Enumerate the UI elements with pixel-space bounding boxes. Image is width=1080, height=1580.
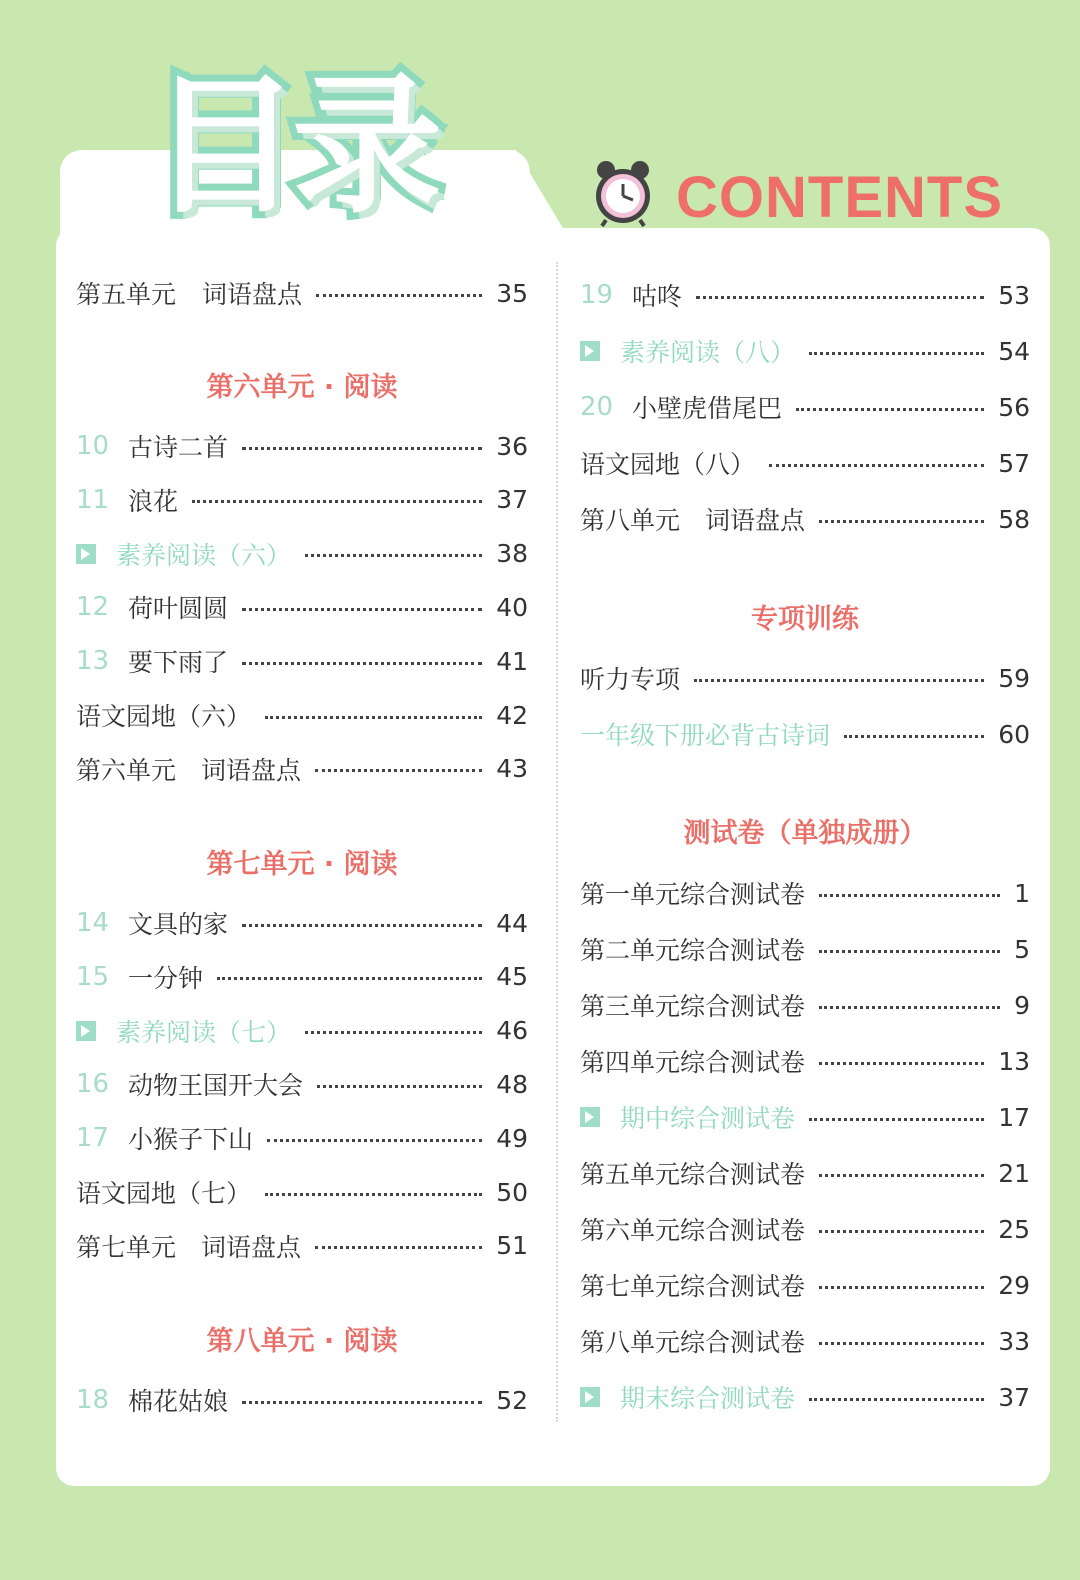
toc-entry[interactable]	[76, 695, 528, 735]
dot-leader	[305, 554, 482, 557]
entry-title: 文具的家	[128, 910, 229, 939]
entry-title: 一分钟	[128, 963, 204, 993]
entry-title: 素养阅读（七）	[116, 1017, 292, 1047]
toc-entry[interactable]	[580, 443, 1030, 483]
lesson-number: 20	[580, 392, 614, 422]
dot-leader	[819, 1230, 984, 1233]
entry-title: 小壁虎借尾巴	[632, 394, 783, 423]
alarm-clock-icon	[588, 158, 658, 228]
toc-entry[interactable]	[580, 1209, 1030, 1249]
dot-leader	[242, 447, 482, 450]
toc-entry[interactable]	[580, 1153, 1030, 1193]
page-number: 58	[998, 504, 1030, 534]
dot-leader	[267, 1139, 482, 1142]
arrow-right-icon	[580, 1387, 600, 1407]
page-number: 17	[998, 1102, 1030, 1132]
toc-entry[interactable]	[580, 1097, 1030, 1137]
lesson-number: 16	[76, 1069, 110, 1100]
page-number: 38	[496, 539, 528, 569]
dot-leader	[809, 1398, 984, 1401]
section-heading: 专项训练	[751, 604, 859, 635]
entry-title: 荷叶圆圆	[128, 594, 229, 624]
dot-leader	[242, 1401, 482, 1404]
toc-entry[interactable]	[580, 1377, 1030, 1417]
entry-title: 第四单元综合测试卷	[580, 1048, 806, 1077]
page-number: 45	[496, 962, 528, 992]
entry-title: 要下雨了	[128, 648, 229, 678]
entry-title: 语文园地（七）	[76, 1179, 252, 1208]
dot-leader	[315, 769, 482, 772]
toc-entry[interactable]	[76, 1380, 528, 1420]
lesson-number: 14	[76, 908, 110, 938]
page-number: 21	[998, 1158, 1030, 1188]
toc-entry[interactable]	[580, 985, 1030, 1025]
dot-leader	[317, 1085, 482, 1088]
dot-leader	[316, 294, 482, 297]
page-number: 1	[1014, 878, 1030, 908]
toc-entry[interactable]	[76, 1064, 528, 1104]
section-heading: 第七单元 · 阅读	[206, 849, 398, 880]
page-title: 目录	[150, 60, 435, 234]
toc-entry[interactable]	[76, 957, 528, 997]
toc-entry[interactable]	[580, 1321, 1030, 1361]
page-number: 50	[496, 1177, 528, 1207]
page-number: 57	[998, 448, 1030, 478]
toc-entry[interactable]	[580, 1265, 1030, 1305]
toc-entry[interactable]	[76, 273, 528, 313]
dot-leader	[809, 352, 984, 355]
dot-leader	[819, 1342, 984, 1345]
toc-entry[interactable]	[580, 275, 1030, 315]
entry-title: 浪花	[128, 486, 179, 516]
toc-entry[interactable]	[76, 480, 528, 520]
entry-title: 第八单元 词语盘点	[580, 506, 806, 535]
page-number: 54	[998, 336, 1030, 366]
lesson-number: 13	[76, 646, 110, 677]
page-number: 51	[496, 1231, 528, 1261]
toc-entry[interactable]	[76, 534, 528, 574]
entry-title: 语文园地（六）	[76, 702, 252, 731]
page-number: 5	[1014, 934, 1030, 964]
dot-leader	[819, 894, 1000, 897]
entry-title: 第三单元综合测试卷	[580, 992, 806, 1021]
entry-title: 一年级下册必背古诗词	[580, 721, 831, 750]
page-number: 52	[496, 1385, 528, 1415]
dot-leader	[694, 679, 984, 682]
page-number: 25	[998, 1214, 1030, 1244]
entry-title: 小猴子下山	[128, 1125, 254, 1155]
unit-label: 第五单元	[76, 280, 177, 309]
page-number: 9	[1014, 990, 1030, 1020]
entry-title: 棉花姑娘	[128, 1387, 229, 1416]
page-number: 42	[496, 700, 528, 730]
section-heading: 测试卷（单独成册）	[683, 818, 927, 849]
entry-title: 语文园地（八）	[580, 450, 756, 479]
entry-title: 第一单元综合测试卷	[580, 880, 806, 909]
dot-leader	[819, 1286, 984, 1289]
dot-leader	[819, 520, 984, 523]
toc-entry[interactable]	[76, 1226, 528, 1266]
toc-entry[interactable]	[76, 903, 528, 943]
entry-title: 第六单元综合测试卷	[580, 1216, 806, 1245]
page-number: 60	[998, 719, 1030, 749]
entry-title: 词语盘点	[202, 280, 303, 309]
toc-entry[interactable]	[76, 749, 528, 789]
page-number: 44	[496, 908, 528, 938]
toc-entry[interactable]	[76, 587, 528, 627]
section-heading: 第八单元 · 阅读	[206, 1326, 398, 1357]
toc-entry[interactable]	[580, 929, 1030, 969]
entry-title: 第七单元综合测试卷	[580, 1272, 806, 1301]
dot-leader	[809, 1118, 984, 1121]
entry-title: 期中综合测试卷	[620, 1104, 796, 1133]
entry-title: 素养阅读（八）	[620, 338, 796, 367]
page-number: 35	[496, 278, 528, 308]
toc-entry[interactable]	[76, 1011, 528, 1051]
page-number: 41	[496, 646, 528, 676]
toc-entry[interactable]	[76, 1172, 528, 1212]
entry-title: 咕咚	[632, 282, 683, 311]
entry-title: 动物王国开大会	[128, 1071, 304, 1101]
lesson-number: 15	[76, 961, 110, 992]
toc-entry[interactable]	[580, 714, 1030, 754]
arrow-right-icon	[76, 544, 96, 564]
lesson-number: 19	[580, 280, 614, 310]
dot-leader	[844, 735, 984, 738]
dot-leader	[242, 924, 482, 927]
page-number: 37	[998, 1382, 1030, 1412]
arrow-right-icon	[76, 1021, 96, 1041]
entry-title: 听力专项	[580, 665, 681, 694]
column-divider	[556, 262, 558, 1422]
entry-title: 期末综合测试卷	[620, 1384, 796, 1413]
dot-leader	[769, 464, 984, 467]
dot-leader	[819, 1062, 984, 1065]
page-number: 13	[998, 1046, 1030, 1076]
dot-leader	[242, 662, 482, 665]
lesson-number: 10	[76, 431, 110, 461]
page-number: 43	[496, 754, 528, 784]
entry-title: 古诗二首	[128, 433, 229, 462]
dot-leader	[819, 1174, 984, 1177]
contents-heading: CONTENTS	[676, 165, 1003, 230]
page-number: 49	[496, 1123, 528, 1153]
toc-entry[interactable]	[76, 641, 528, 681]
dot-leader	[265, 1193, 482, 1196]
entry-title: 第八单元综合测试卷	[580, 1328, 806, 1357]
lesson-number: 17	[76, 1123, 110, 1154]
toc-entry[interactable]	[580, 658, 1030, 698]
entry-title: 第七单元 词语盘点	[76, 1232, 302, 1262]
dot-leader	[796, 408, 984, 411]
dot-leader	[217, 977, 482, 980]
page-number: 37	[496, 485, 528, 515]
page-number: 46	[496, 1016, 528, 1046]
dot-leader	[315, 1246, 482, 1249]
dot-leader	[265, 716, 482, 719]
page-number: 33	[998, 1326, 1030, 1356]
dot-leader	[819, 950, 1000, 953]
toc-entry[interactable]	[76, 426, 528, 466]
dot-leader	[819, 1006, 1000, 1009]
section-heading: 第六单元 · 阅读	[206, 372, 398, 403]
arrow-right-icon	[580, 1107, 600, 1127]
page-number: 53	[998, 280, 1030, 310]
dot-leader	[696, 296, 984, 299]
entry-title: 第二单元综合测试卷	[580, 936, 806, 965]
page-number: 29	[998, 1270, 1030, 1300]
toc-entry[interactable]	[76, 1118, 528, 1158]
dot-leader	[192, 500, 482, 503]
dot-leader	[305, 1031, 482, 1034]
toc-entry[interactable]	[580, 499, 1030, 539]
toc-entry[interactable]	[580, 387, 1030, 427]
page-number: 48	[496, 1069, 528, 1099]
lesson-number: 11	[76, 484, 110, 515]
arrow-right-icon	[580, 341, 600, 361]
dot-leader	[242, 608, 482, 611]
toc-entry[interactable]	[580, 1041, 1030, 1081]
lesson-number: 12	[76, 592, 110, 623]
entry-title: 第五单元综合测试卷	[580, 1160, 806, 1189]
page-number: 59	[998, 663, 1030, 693]
toc-entry[interactable]	[580, 331, 1030, 371]
entry-title: 第六单元 词语盘点	[76, 755, 302, 785]
entry-title: 素养阅读（六）	[116, 540, 292, 570]
lesson-number: 18	[76, 1385, 110, 1415]
page-number: 56	[998, 392, 1030, 422]
toc-entry[interactable]	[580, 873, 1030, 913]
page-number: 36	[496, 431, 528, 461]
page-number: 40	[496, 592, 528, 622]
